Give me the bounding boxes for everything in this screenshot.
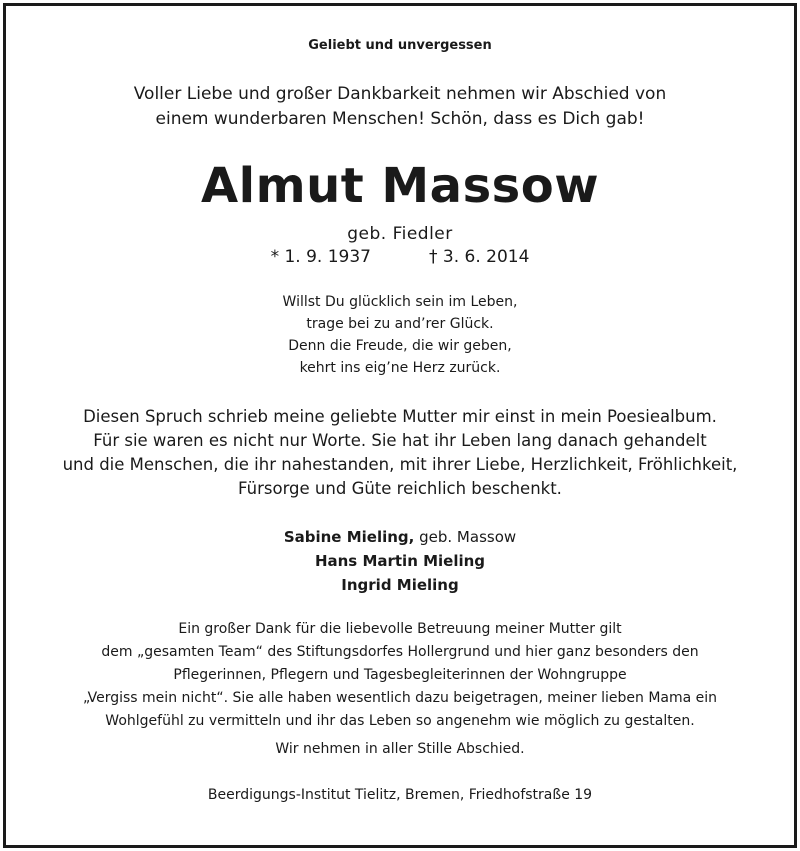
poem-line-2: trage bei zu and’rer Glück.: [306, 316, 494, 332]
intro-line-2: einem wunderbaren Menschen! Schön, dass es Dich gab!: [155, 109, 645, 129]
family-member-3-name: Ingrid Mieling: [341, 576, 459, 594]
intro-line-1: Voller Liebe und großer Dankbarkeit nehmen wir Abschied von: [133, 84, 667, 104]
family-member-1: [0, 525, 800, 549]
poem-line-3: Denn die Freude, die wir geben,: [288, 338, 512, 354]
family-member-2: [0, 549, 800, 573]
family-member-3: [0, 573, 800, 597]
header-text: Geliebt und unvergessen: [308, 38, 492, 53]
thanks-line-2: dem „gesamten Team“ des Stiftungsdorfes Hollergrund und hier ganz besonders den: [101, 644, 699, 660]
life-dates: [0, 247, 800, 267]
thanks-line-5: Wohlgefühl zu vermitteln und ihr das Leben so angenehm wie möglich zu gestalten.: [105, 713, 695, 729]
thanks-line-1: Ein großer Dank für die liebevolle Betreuung meiner Mutter gilt: [178, 621, 622, 637]
funeral-home: Beerdigungs-Institut Tielitz, Bremen, Friedhofstraße 19: [207, 787, 593, 803]
family-member-1-name: Sabine Mieling,: [283, 528, 415, 546]
family-member-2-name: Hans Martin Mieling: [314, 552, 486, 570]
farewell-text: Wir nehmen in aller Stille Abschied.: [275, 741, 525, 757]
poem-line-1: Willst Du glücklich sein im Leben,: [282, 294, 518, 310]
thanks-line-4: „Vergiss mein nicht“. Sie alle haben wesentlich dazu beigetragen, meiner lieben Mama ein: [82, 690, 718, 706]
maiden-name: geb. Fiedler: [347, 224, 453, 244]
deceased-name: Almut Massow: [200, 158, 600, 214]
death-date: † 3. 6. 2014: [429, 247, 530, 267]
poem-line-4: kehrt ins eig’ne Herz zurück.: [299, 360, 501, 376]
family-member-1-suffix: geb. Massow: [414, 528, 517, 546]
paragraph-line-2: Für sie waren es nicht nur Worte. Sie hat ihr Leben lang danach gehandelt: [93, 431, 707, 450]
thanks-line-3: Pflegerinnen, Pflegern und Tagesbegleiterinnen der Wohngruppe: [173, 667, 627, 683]
paragraph-line-4: Fürsorge und Güte reichlich beschenkt.: [238, 479, 562, 498]
birth-date: * 1. 9. 1937: [270, 247, 371, 267]
paragraph-line-1: Diesen Spruch schrieb meine geliebte Mutter mir einst in mein Poesiealbum.: [83, 407, 717, 426]
paragraph-line-3: und die Menschen, die ihr nahestanden, mit ihrer Liebe, Herzlichkeit, Fröhlichkeit,: [62, 455, 738, 474]
